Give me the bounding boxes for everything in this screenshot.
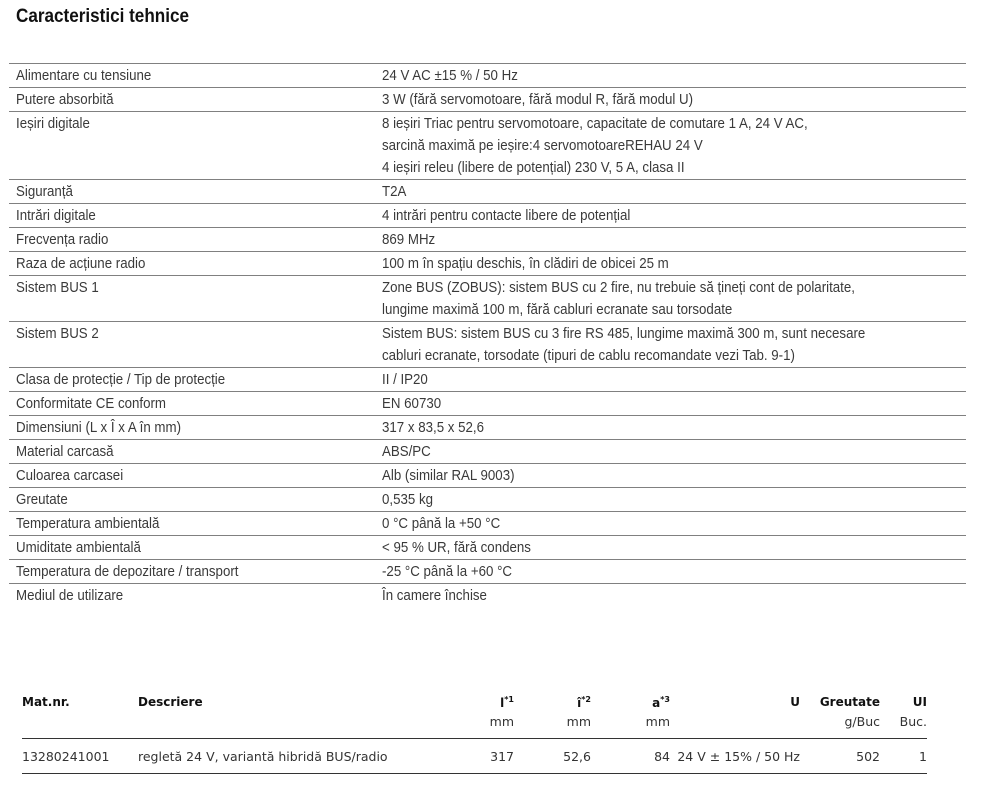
product-table (22, 692, 927, 774)
spec-label (9, 464, 378, 488)
cell-mat-nr: 13280241001 (22, 739, 138, 774)
spec-row (9, 88, 966, 112)
spec-value-text: 3 W (fără servomotoare, fără modul R, fără modul U) (382, 92, 694, 108)
spec-row (9, 204, 966, 228)
product-header-row (22, 692, 927, 712)
header-u: U (790, 695, 800, 709)
spec-label-text: Siguranță (16, 184, 73, 200)
spec-label (9, 512, 378, 536)
spec-label-text: Temperatura de depozitare / transport (16, 564, 239, 580)
spec-value (378, 180, 966, 204)
spec-value (378, 464, 966, 488)
spec-row (9, 180, 966, 204)
spec-label-text: Frecvența radio (16, 232, 109, 248)
header-a-note: *3 (660, 694, 670, 704)
spec-label-text: Umiditate ambientală (16, 540, 141, 556)
header-mat-nr: Mat.nr. (22, 695, 70, 709)
spec-value (378, 440, 966, 464)
unit-l: mm (489, 714, 514, 729)
unit-ui: Buc. (899, 714, 927, 729)
spec-row (9, 512, 966, 536)
spec-label (9, 416, 378, 440)
spec-label-text: Dimensiuni (L x Î x A în mm) (16, 420, 182, 436)
spec-row (9, 440, 966, 464)
header-ui: UI (912, 695, 927, 709)
spec-value (378, 322, 966, 368)
spec-row (9, 368, 966, 392)
header-i (514, 692, 591, 712)
spec-label-text: Ieșiri digitale (16, 116, 90, 132)
spec-value (378, 560, 966, 584)
spec-value-text: II / IP20 (382, 372, 428, 388)
spec-value (378, 64, 966, 88)
spec-value (378, 512, 966, 536)
spec-value-text: 8 ieșiri Triac pentru servomotoare, capacitate de comutare 1 A, 24 V AC, sarcină maximă pe ieșire:4 servomotoareREHAU 24 V 4 ieșiri releu (libere de potențial) 230 V, 5 A, clasa II (382, 116, 808, 176)
specs-table-body (9, 64, 966, 608)
spec-row (9, 228, 966, 252)
spec-row (9, 488, 966, 512)
spec-row (9, 112, 966, 180)
spec-value (378, 228, 966, 252)
specs-table (9, 63, 966, 607)
unit-a: mm (645, 714, 670, 729)
spec-label (9, 560, 378, 584)
spec-value-text: EN 60730 (382, 396, 442, 412)
spec-value-text: Alb (similar RAL 9003) (382, 468, 515, 484)
spec-row (9, 322, 966, 368)
spec-label-text: Mediul de utilizare (16, 588, 124, 604)
unit-i: mm (566, 714, 591, 729)
spec-value (378, 204, 966, 228)
header-i-note: *2 (581, 694, 591, 704)
spec-value-text: ABS/PC (382, 444, 431, 460)
spec-value-text: Zone BUS (ZOBUS): sistem BUS cu 2 fire, nu trebuie să țineți cont de polaritate, lungime maximă 100 m, fără cabluri ecranate sau torsodate (382, 280, 855, 318)
spec-label-text: Sistem BUS 2 (16, 326, 99, 342)
spec-label (9, 536, 378, 560)
spec-row (9, 64, 966, 88)
header-a-label: a (652, 695, 661, 710)
spec-row (9, 416, 966, 440)
spec-value (378, 488, 966, 512)
spec-label (9, 488, 378, 512)
cell-descriere: regletă 24 V, variantă hibridă BUS/radio (138, 739, 468, 774)
spec-label (9, 322, 378, 368)
spec-label (9, 228, 378, 252)
product-units-row (22, 712, 927, 739)
spec-label (9, 64, 378, 88)
spec-label (9, 252, 378, 276)
spec-label-text: Raza de acțiune radio (16, 256, 146, 272)
cell-a: 84 (591, 739, 670, 774)
spec-label-text: Sistem BUS 1 (16, 280, 99, 296)
spec-label-text: Intrări digitale (16, 208, 96, 224)
cell-u: 24 V ± 15% / 50 Hz (670, 739, 800, 774)
spec-label-text: Material carcasă (16, 444, 114, 460)
spec-label (9, 180, 378, 204)
spec-label-text: Putere absorbită (16, 92, 114, 108)
spec-label (9, 392, 378, 416)
spec-value (378, 392, 966, 416)
spec-value-text: Sistem BUS: sistem BUS cu 3 fire RS 485, lungime maximă 300 m, sunt necesare cabluri ecranate, torsodate (tipuri de cablu recomandate vezi Tab. 9-1) (382, 326, 866, 364)
spec-label (9, 368, 378, 392)
spec-value-text: În camere închise (382, 588, 487, 604)
spec-label (9, 112, 378, 180)
spec-label-text: Conformitate CE conform (16, 396, 167, 412)
spec-label-text: Temperatura ambientală (16, 516, 160, 532)
cell-l: 317 (468, 739, 514, 774)
spec-value (378, 88, 966, 112)
spec-label (9, 204, 378, 228)
spec-row (9, 560, 966, 584)
spec-label-text: Greutate (16, 492, 68, 508)
spec-row (9, 536, 966, 560)
page-title: Caracteristici tehnice (16, 6, 189, 27)
unit-greutate: g/Buc (844, 714, 880, 729)
spec-label-text: Clasa de protecție / Tip de protecție (16, 372, 226, 388)
spec-row (9, 464, 966, 488)
spec-row (9, 276, 966, 322)
spec-value-text: T2A (382, 184, 407, 200)
header-a (591, 692, 670, 712)
spec-value-text: 4 intrări pentru contacte libere de potențial (382, 208, 631, 224)
header-l-note: *1 (504, 694, 514, 704)
spec-row (9, 584, 966, 608)
cell-i: 52,6 (514, 739, 591, 774)
spec-value-text: 317 x 83,5 x 52,6 (382, 420, 485, 436)
spec-value-text: < 95 % UR, fără condens (382, 540, 531, 556)
spec-label (9, 88, 378, 112)
header-l-label: l (500, 695, 505, 710)
spec-label (9, 584, 378, 608)
spec-label (9, 440, 378, 464)
spec-value (378, 112, 966, 180)
spec-row (9, 252, 966, 276)
spec-value-text: 0 °C până la +50 °C (382, 516, 501, 532)
spec-value-text: 0,535 kg (382, 492, 434, 508)
spec-value (378, 276, 966, 322)
spec-value-text: 869 MHz (382, 232, 436, 248)
spec-value (378, 584, 966, 608)
spec-value-text: 24 V AC ±15 % / 50 Hz (382, 68, 518, 84)
header-i-label: î (577, 695, 582, 710)
product-data-row (22, 739, 927, 774)
header-greutate: Greutate (819, 695, 880, 709)
spec-value (378, 536, 966, 560)
header-l (468, 692, 514, 712)
spec-value-text: 100 m în spațiu deschis, în clădiri de obicei 25 m (382, 256, 669, 272)
spec-label (9, 276, 378, 322)
spec-value-text: -25 °C până la +60 °C (382, 564, 513, 580)
spec-value (378, 252, 966, 276)
spec-label-text: Alimentare cu tensiune (16, 68, 152, 84)
spec-value (378, 416, 966, 440)
cell-greutate: 502 (800, 739, 880, 774)
cell-ui: 1 (880, 739, 927, 774)
spec-value (378, 368, 966, 392)
spec-label-text: Culoarea carcasei (16, 468, 124, 484)
spec-row (9, 392, 966, 416)
header-descriere: Descriere (138, 695, 203, 709)
